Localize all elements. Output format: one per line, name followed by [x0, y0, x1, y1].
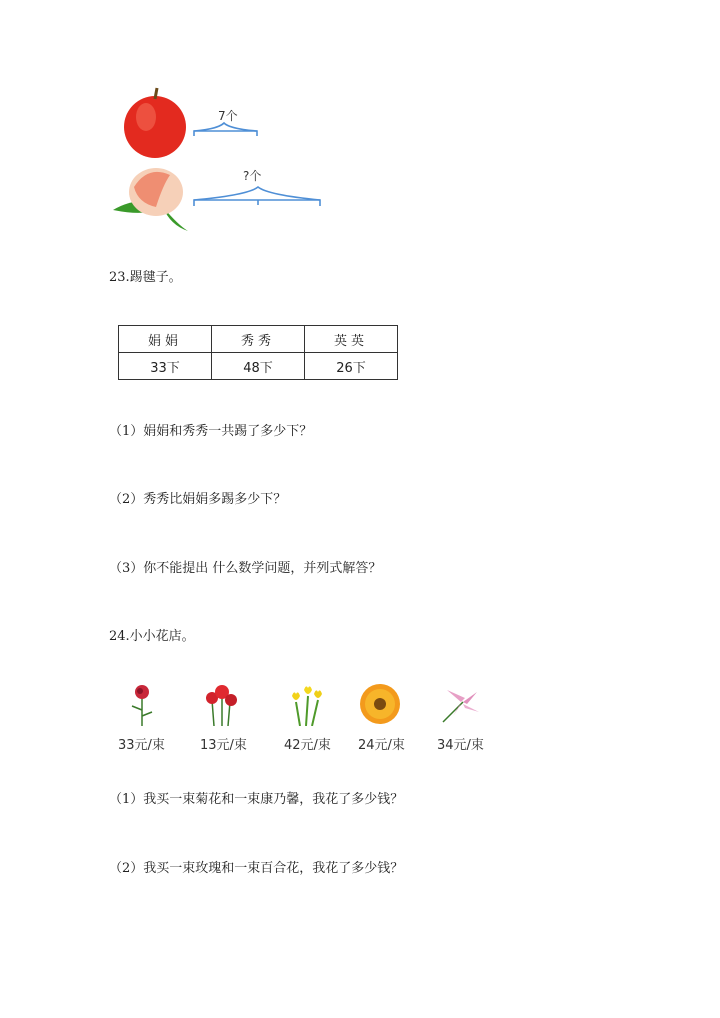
table-cell: 48下 — [212, 353, 305, 380]
tulip-icon — [286, 682, 326, 726]
flower-chrysanthemum — [358, 680, 428, 753]
peach-count-label: ?个 — [243, 169, 262, 183]
flower-rose — [118, 680, 188, 753]
flower-carnation — [200, 680, 270, 753]
apple-icon — [124, 88, 186, 158]
price-label: 34元/束 — [437, 738, 484, 753]
flower-lily — [437, 680, 507, 753]
apple-count-label: 7个 — [218, 109, 238, 123]
table-header-cell: 秀秀 — [212, 326, 305, 353]
price-label: 42元/束 — [284, 738, 331, 753]
q23-sub-2: （2）秀秀比娟娟多踢多少下？ — [109, 492, 287, 507]
q23-title: 23.踢毽子。 — [109, 270, 182, 285]
carnation-icon — [200, 682, 240, 726]
apple-brace — [194, 123, 257, 136]
rose-icon — [122, 682, 162, 726]
table-header-cell: 娟娟 — [119, 326, 212, 353]
table-cell: 26下 — [305, 353, 398, 380]
price-label: 24元/束 — [358, 738, 405, 753]
q24-sub-1: （1）我买一束菊花和一束康乃馨，我花了多少钱？ — [109, 792, 404, 807]
chrysanthemum-icon — [358, 680, 404, 726]
q24-title: 24.小小花店。 — [109, 629, 195, 644]
q23-sub-3: （3）你不能提出 什么数学问题，并列式解答？ — [109, 561, 382, 576]
price-label: 13元/束 — [200, 738, 247, 753]
lily-icon — [437, 682, 483, 728]
price-label: 33元/束 — [118, 738, 165, 753]
flower-tulip — [284, 680, 354, 753]
kick-count-table — [118, 325, 398, 380]
table-header-cell: 英英 — [305, 326, 398, 353]
q23-sub-1: （1）娟娟和秀秀一共踢了多少下？ — [109, 424, 313, 439]
peach-brace — [194, 187, 320, 206]
table-row — [119, 353, 398, 380]
peach-icon — [113, 168, 188, 231]
table-header-row — [119, 326, 398, 353]
fruit-figure — [108, 85, 338, 235]
q24-sub-2: （2）我买一束玫瑰和一束百合花，我花了多少钱？ — [109, 861, 404, 876]
table-cell: 33下 — [119, 353, 212, 380]
